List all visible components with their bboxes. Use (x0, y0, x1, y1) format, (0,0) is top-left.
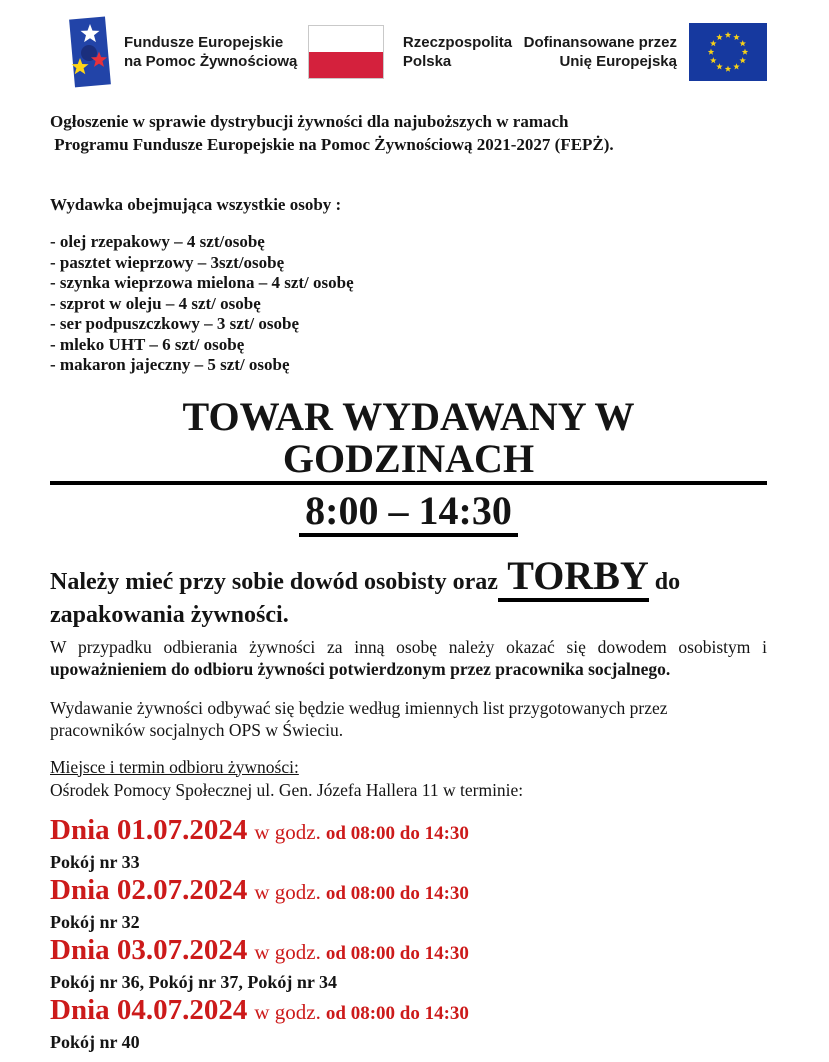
schedule-entry (50, 813, 767, 873)
hours-banner (50, 393, 767, 537)
schedule-entry-line (50, 873, 767, 912)
schedule-entry-line (50, 933, 767, 972)
id-requirement (50, 552, 767, 632)
food-item: - mleko UHT – 6 szt/ osobę (50, 334, 245, 354)
announcement-title (50, 110, 767, 156)
schedule-hours: od 08:00 do 14:30 (325, 882, 469, 904)
hours-banner-line1-text: TOWAR WYDAWANY W GODZINACH (50, 396, 767, 485)
hours-banner-line2-text: 8:00 – 14:30 (299, 490, 518, 537)
schedule-hours: od 08:00 do 14:30 (325, 942, 469, 964)
schedule-entry (50, 933, 767, 993)
schedule-hours-label: w godz. (254, 939, 321, 964)
document-body (0, 110, 829, 1053)
food-item: - olej rzepakowy – 4 szt/osobę (50, 232, 265, 251)
schedule-rooms: Pokój nr 40 (50, 1031, 140, 1052)
hours-banner-line2 (50, 488, 767, 537)
poland-label-line2: Polska (402, 53, 452, 70)
schedule-entry-line (50, 813, 767, 852)
schedule-hours-label: w godz. (254, 999, 321, 1024)
fe-logo (66, 14, 297, 90)
schedule-date: Dnia 01.07.2024 (50, 813, 248, 846)
header (66, 14, 767, 90)
poland-flag-icon (309, 26, 383, 78)
eu-funding-label (524, 33, 677, 72)
hours-banner-line1 (50, 393, 767, 485)
eu-funding-label-line2: Unię Europejską (559, 53, 677, 70)
schedule-hours: od 08:00 do 14:30 (325, 1002, 469, 1024)
schedule-entry (50, 993, 767, 1053)
poland-label (403, 33, 512, 72)
fe-logo-label-line2: na Pomoc Żywnościową (124, 53, 298, 70)
schedule-rooms: Pokój nr 33 (50, 851, 140, 872)
announcement-line2: Programu Fundusze Europejskie na Pomoc Żywnościową 2021-2027 (FEPŻ). (50, 135, 614, 154)
food-item: - szprot w oleju – 4 szt/ osobę (50, 293, 261, 313)
schedule-date: Dnia 04.07.2024 (50, 993, 248, 1026)
location-address: Ośrodek Pomocy Społecznej ul. Gen. Józefa Hallera 11 w terminie: (50, 779, 524, 800)
schedule-rooms: Pokój nr 36, Pokój nr 37, Pokój nr 34 (50, 971, 338, 992)
proxy-note-bold: upoważnieniem do odbioru żywności potwierdzonym przez pracownika socjalnego. (50, 658, 671, 679)
eu-funding-logo (524, 23, 767, 81)
proxy-note-normal: W przypadku odbierania żywności za inną osobę należy okazać się dowodem osobistym i (50, 636, 767, 657)
eu-flag-icon (689, 23, 767, 81)
food-list (50, 232, 767, 376)
food-item: - pasztet wieprzowy – 3szt/osobę (50, 252, 285, 272)
fe-logo-label-line1: Fundusze Europejskie (124, 33, 284, 51)
location-block (50, 756, 767, 802)
schedule-hours-label: w godz. (254, 819, 321, 844)
poland-logo (309, 26, 512, 78)
proxy-note (50, 636, 767, 680)
issuance-note: Wydawanie żywności odbywać się będzie według imiennych list przygotowanych przez pracowników socjalnych OPS w Świeciu. (50, 697, 668, 740)
eu-funding-label-line1: Dofinansowane przez (523, 33, 677, 51)
food-item: - makaron jajeczny – 5 szt/ osobę (50, 355, 290, 374)
torby-highlight: TORBY (498, 553, 649, 602)
schedule-entry-line (50, 993, 767, 1032)
food-item: - szynka wieprzowa mielona – 4 szt/ osobę (50, 273, 354, 292)
fe-flag-stars-icon (66, 14, 112, 90)
location-heading: Miejsce i termin odbioru żywności: (50, 756, 299, 777)
schedule-date: Dnia 02.07.2024 (50, 873, 248, 906)
schedule-entry (50, 873, 767, 933)
distribution-intro: Wydawka obejmująca wszystkie osoby : (50, 195, 342, 214)
schedule-date: Dnia 03.07.2024 (50, 933, 248, 966)
id-requirement-text: Należy mieć przy sobie dowód osobisty oraz (50, 568, 498, 595)
schedule (50, 813, 767, 1053)
poland-label-line1: Rzeczpospolita (402, 33, 513, 51)
schedule-hours: od 08:00 do 14:30 (325, 822, 469, 844)
id-requirement-tail: do zapakowania żywności. (50, 568, 681, 628)
announcement-line1: Ogłoszenie w sprawie dystrybucji żywności dla najuboższych w ramach (50, 112, 569, 131)
food-item: - ser podpuszczkowy – 3 szt/ osobę (50, 314, 300, 333)
schedule-rooms: Pokój nr 32 (50, 911, 140, 932)
fe-logo-label (124, 33, 297, 72)
schedule-hours-label: w godz. (254, 879, 321, 904)
